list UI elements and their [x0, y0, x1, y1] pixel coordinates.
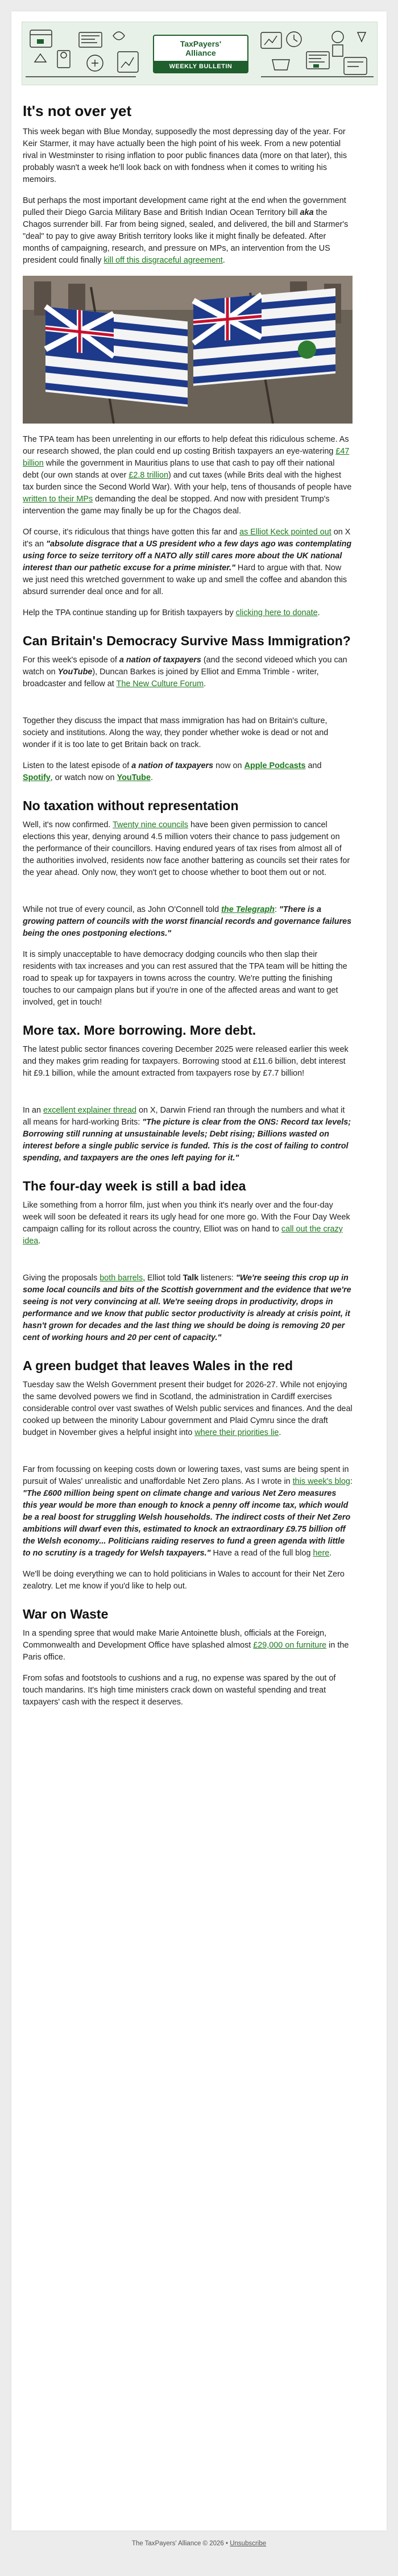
text: For this week's episode of [23, 656, 119, 665]
section-title: It's not over yet [23, 102, 132, 119]
text: ) and cut taxes (while Brits deal with the highest tax burden since the Second World War). With your help, tens of thousands of people have [23, 471, 352, 492]
section-title: War on Waste [23, 1607, 109, 1621]
paragraph [23, 1200, 353, 1247]
spacer [23, 1256, 353, 1272]
footer [0, 2540, 398, 2547]
paragraph [23, 715, 353, 751]
text: on X, Darwin Friend ran through the numbers and what it all means for hard-working Brits: [23, 1106, 345, 1127]
link-elliot-keck[interactable]: as Elliot Keck pointed out [239, 528, 331, 537]
text: From sofas and footstools to cushions and a rug, no expense was spared by the out of touch mandarins. It's high time ministers crack down on wasteful spending and treat taxpayers' cash with the respect it deserves. [23, 1674, 336, 1707]
link-donate[interactable]: clicking here to donate [235, 608, 318, 617]
text: on X it's an [23, 528, 351, 549]
link-both-barrels[interactable]: both barrels [100, 1274, 143, 1283]
paragraph [23, 760, 353, 784]
text: Well, it's now confirmed. [23, 820, 113, 829]
text: while the government in Mauritius plans to use that cash to pay off their national debt (our own stands at over [23, 459, 335, 480]
link-2-8-trillion[interactable]: £2.8 trillion [128, 471, 168, 480]
tpa-logo [153, 35, 248, 73]
text: (and the second videoed which you can watch on [23, 656, 347, 677]
paragraph [23, 1464, 353, 1559]
text: Like something from a horror film, just when you think it's nearly over and the four-day week will soon be defeated it rears its ugly head for one more go. With the Four Day Week campaign calling for its rollout across the country, Elliot was on hand to [23, 1201, 350, 1234]
text: : [350, 1477, 353, 1486]
newsletter-content [23, 102, 353, 1718]
header-banner [22, 22, 378, 85]
text: in the Paris office. [23, 1641, 349, 1662]
paragraph [23, 1044, 353, 1080]
quote: "We're seeing this crop up in some local councils and bits of the Scottish government and the evidence that we're seeing is not very convincing at all. We're seeing drops in productivity, drops in performance and we know that public sector productivity is already at crisis point, it hasn't grown for decades and the last thing we should be doing is removing 20 per cent of working hours and 20 per cent of capacity." [23, 1274, 351, 1342]
section-democracy-immigration [23, 633, 353, 784]
footer-text: The TaxPayers' Alliance © 2026 • [131, 2540, 230, 2547]
text: . [150, 773, 153, 782]
text: Help the TPA continue standing up for British taxpayers by [23, 608, 236, 617]
logo-name-line1: TaxPayers' [180, 39, 222, 48]
paragraph [23, 195, 353, 267]
logo-name-line2: Alliance [185, 48, 216, 57]
text: Together they discuss the impact that mass immigration has had on Britain's culture, society and institutions. Along the way, they ponder whether woke is dead or not and wonder if it is too late to get Britain back on track. [23, 716, 329, 749]
quote: "There is a growing pattern of councils with the worst financial records and governance failures being the ones postponing elections." [23, 905, 352, 938]
text: ), Duncan Barkes is joined by Elliot and Emma Trimble - writer, broadcaster and fellow at [23, 667, 319, 688]
text: . [204, 679, 206, 688]
text: It is simply unacceptable to have democracy dodging councils who then slap their residents with tax increases and you can rest assured that the TPA team will be hitting the road to speak up for taxpayers in towns across the country. We're putting the finishing touches to our campaign plans but if you're in one of the affected areas and want to get involved, get in touch! [23, 950, 347, 1007]
text: : [274, 905, 279, 914]
text: demanding the deal be stopped. And now with president Trump's intervention the game may finally be up for the Chagos deal. [23, 495, 330, 516]
spacer [23, 1089, 353, 1105]
paragraph [23, 819, 353, 879]
link-47-billion[interactable]: £47 billion [23, 447, 350, 468]
link-weeks-blog[interactable]: this week's blog [292, 1477, 350, 1486]
paragraph [23, 904, 353, 940]
section-title: No taxation without representation [23, 798, 239, 813]
section-green-budget [23, 1358, 353, 1592]
paragraph [23, 1628, 353, 1664]
spacer [23, 1448, 353, 1464]
text: We'll be doing everything we can to hold politicians in Wales to account for their Net Zero zealotry. Let me know if you'd like to help out. [23, 1570, 345, 1591]
text: In a spending spree that would make Marie Antoinette blush, officials at the Foreign, Commonwealth and Development Office have splashed almost [23, 1629, 327, 1650]
link-call-out-crazy-idea[interactable]: call out the crazy idea [23, 1225, 343, 1246]
quote: "The picture is clear from the ONS: Record tax levels; Borrowing still running at unsustainable levels; Debt rising; Billions wasted on interest before a single public service is funded. This is the cost of failing to control spending, and taxpayers are the ones left paying for it." [23, 1118, 351, 1163]
text: While not true of every council, as John O'Connell told [23, 905, 222, 914]
paragraph [23, 1569, 353, 1592]
quote: "absolute disgrace that a US president who a few days ago was contemplating using force to seize territory off a NATO ally still cares more about the UK national interest than our pathetic excuse for a prime minister." [23, 540, 352, 573]
link-explainer-thread[interactable]: excellent explainer thread [43, 1106, 137, 1115]
union-flags-photo [23, 276, 353, 424]
text: , Elliot told [143, 1274, 183, 1283]
logo-name [154, 36, 247, 57]
link-furniture[interactable]: £29,000 on furniture [253, 1641, 327, 1650]
section-title: Can Britain's Democracy Survive Mass Immigration? [23, 633, 351, 648]
text: have been given permission to cancel elections this year, denying around 4.5 million voters their chance to pass judgement on the performance of their councillors. Having endured years of tax rises from almost all of the authorities involved, residents now face another battering as councils set their rates for the year ahead. Only now, they won't get to choose whether to boot them out or not. [23, 820, 350, 877]
spacer [23, 699, 353, 715]
link-blog-here[interactable]: here [313, 1549, 330, 1558]
text: Tuesday saw the Welsh Government present their budget for 2026-27. While not enjoying the same devolved powers we find in Scotland, the administration in Cardiff exercises considerable control over vast swathes of Welsh public services and finances. And the deal cooked up between the minority Labour government and Plaid Cymru since the draft budget in November gives a helpful insight into [23, 1380, 353, 1437]
text: listeners: [198, 1274, 236, 1283]
text-emphasis: YouTube [57, 667, 93, 677]
paragraph [23, 126, 353, 186]
show-name: a nation of taxpayers [119, 656, 201, 665]
paragraph [23, 526, 353, 598]
text: . [329, 1549, 332, 1558]
text: . [222, 256, 225, 265]
paragraph [23, 1105, 353, 1164]
text-emphasis: aka [300, 208, 314, 217]
text: The TPA team has been unrelenting in our efforts to help defeat this ridiculous scheme. As our research showed, the plan could end up costing British taxpayers an eye-watering [23, 435, 349, 456]
text: now on [213, 761, 244, 770]
link-written-to-mps[interactable]: written to their MPs [23, 495, 93, 504]
text: Far from focussing on keeping costs down or lowering taxes, vast sums are being spent in pursuit of Wales' unrealistic and unaffordable Net Zero plans. As I wrote in [23, 1465, 349, 1486]
link-priorities[interactable]: where their priorities lie [194, 1428, 279, 1437]
section-no-taxation [23, 798, 353, 1009]
link-telegraph[interactable]: the Telegraph [221, 905, 275, 914]
section-not-over-yet [23, 102, 353, 619]
text: . [317, 608, 320, 617]
text-emphasis: Talk [183, 1274, 199, 1283]
link-kill-off-agreement[interactable]: kill off this disgraceful agreement [103, 256, 223, 265]
paragraph [23, 1272, 353, 1344]
link-twenty-nine-councils[interactable]: Twenty nine councils [113, 820, 188, 829]
text: . [38, 1237, 41, 1246]
section-more-tax [23, 1022, 353, 1164]
section-title: More tax. More borrowing. More debt. [23, 1023, 256, 1038]
text: , or watch now on [50, 773, 117, 782]
paragraph [23, 949, 353, 1009]
paragraph [23, 607, 353, 619]
spacer [23, 888, 353, 904]
link-apple-podcasts[interactable]: Apple Podcasts [244, 761, 306, 770]
text: The latest public sector finances covering December 2025 were released earlier this week and they makes grim reading for taxpayers. Borrowing stood at £11.6 billion, debt interest hit £9.1 billion, while the amount extracted from taxpayers rose by £7.7 billion! [23, 1045, 349, 1078]
link-new-culture-forum[interactable]: The New Culture Forum [116, 679, 204, 688]
text: In an [23, 1106, 44, 1115]
paragraph [23, 1379, 353, 1439]
text: and [305, 761, 322, 770]
text: Hard to argue with that. Now we just need this wretched government to wake up and smell the coffee and abandon this absurd surrender deal once and for all. [23, 563, 347, 596]
link-youtube[interactable]: YouTube [117, 773, 151, 782]
paragraph [23, 654, 353, 690]
unsubscribe-link[interactable]: Unsubscribe [230, 2540, 267, 2547]
text: Have a read of the full blog [210, 1549, 313, 1558]
text: . [279, 1428, 281, 1437]
show-name: a nation of taxpayers [131, 761, 214, 770]
weekly-bulletin-label: WEEKLY BULLETIN [154, 61, 247, 72]
section-title: A green budget that leaves Wales in the red [23, 1358, 293, 1373]
section-war-on-waste [23, 1606, 353, 1708]
text: Giving the proposals [23, 1274, 100, 1283]
text: But perhaps the most important development came right at the end when the government pulled their Diego Garcia Military Base and British Indian Ocean Territory bill [23, 196, 346, 217]
text: This week began with Blue Monday, supposedly the most depressing day of the year. For Keir Starmer, it may have actually been the high point of his week. From a new potential rival in Westminster to rising inflation to poor public finances data (more on that later), this probably wasn't a week he'll look back on with fondness when it comes to writing his memoirs. [23, 127, 347, 184]
section-title: The four-day week is still a bad idea [23, 1179, 246, 1193]
quote: "The £600 million being spent on climate change and various Net Zero measures this year would be more than enough to knock a penny off income tax, which would be a real boost for struggling Welsh households. The indirect costs of their Net Zero ambitions will dwarf even this, estimated to knock an extraordinary £9.75 billion off the Welsh economy... Politicians raiding reserves to fund a green agenda with little to no scrutiny is a tragedy for Welsh taxpayers." [23, 1489, 351, 1558]
paragraph [23, 1673, 353, 1708]
section-four-day-week [23, 1178, 353, 1344]
text: the Chagos surrender bill. Far from being signed, sealed, and delivered, the bill and Starmer's "deal" to pay to give away British territory looks like it might finally be defeated. After months of campaigning, research, and pressure on MPs, an intervention from the US president could finally [23, 208, 349, 265]
text: Of course, it's ridiculous that things have gotten this far and [23, 528, 240, 537]
link-spotify[interactable]: Spotify [23, 773, 51, 782]
paragraph [23, 434, 353, 517]
text: Listen to the latest episode of [23, 761, 132, 770]
